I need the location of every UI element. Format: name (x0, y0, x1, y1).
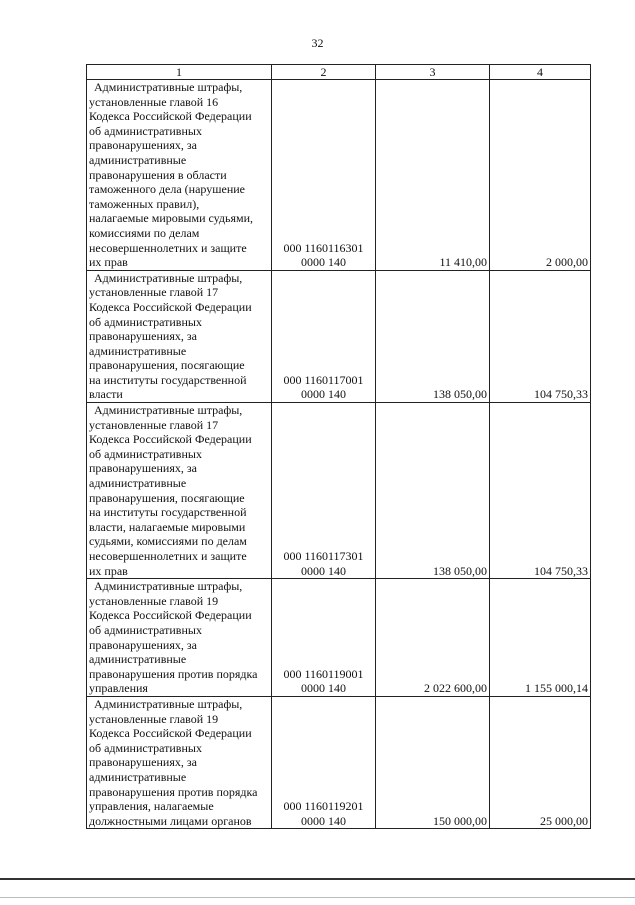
description-line: об административных (89, 314, 202, 329)
amount-cell-col3: 150 000,00 (376, 696, 490, 828)
description-line: административные (89, 769, 187, 784)
description-cell (87, 270, 272, 402)
code-line: 0000 140 (301, 813, 346, 828)
amount-cell-col4: 104 750,33 (490, 270, 591, 402)
amount-cell-col3: 11 410,00 (376, 80, 490, 271)
description-line: установленные главой 17 (89, 285, 219, 300)
table-row (87, 696, 591, 828)
table-row (87, 579, 591, 697)
description-line: административные (89, 652, 187, 667)
description-line: Кодекса Российской Федерации (89, 109, 252, 124)
description-line: об административных (89, 740, 202, 755)
description-line: таможенного дела (нарушение (89, 182, 246, 197)
description-line: установленные главой 19 (89, 593, 219, 608)
description-line: правонарушениях, за (89, 637, 197, 652)
description-cell (87, 80, 272, 271)
code-cell (272, 80, 376, 271)
code-cell (272, 579, 376, 697)
description-line: должностными лицами органов (89, 813, 252, 828)
description-line: правонарушения, посягающие (89, 490, 245, 505)
description-line: об административных (89, 123, 202, 138)
budget-table (86, 64, 591, 829)
code-cell (272, 403, 376, 579)
description-line: правонарушения против порядка (89, 666, 258, 681)
description-line: судьями, комиссиями по делам (89, 534, 247, 549)
amount-cell-col4: 2 000,00 (490, 80, 591, 271)
code-line: 000 1160116301 (283, 240, 364, 255)
description-line: Административные штрафы, (94, 270, 243, 285)
description-line: правонарушения в области (89, 167, 227, 182)
description-line: Кодекса Российской Федерации (89, 726, 252, 741)
page-edge-line (0, 897, 635, 898)
description-line: установленные главой 19 (89, 711, 219, 726)
description-line: управления (89, 681, 148, 696)
description-line: правонарушениях, за (89, 329, 197, 344)
description-line: установленные главой 17 (89, 417, 219, 432)
description-line: об административных (89, 622, 202, 637)
description-line: Административные штрафы, (94, 80, 243, 94)
code-line: 0000 140 (301, 563, 346, 578)
code-cell (272, 270, 376, 402)
description-line: несовершеннолетних и защите (89, 240, 247, 255)
description-line: Кодекса Российской Федерации (89, 608, 252, 623)
description-line: на институты государственной (89, 505, 247, 520)
description-line: правонарушениях, за (89, 138, 197, 153)
description-line: власти, налагаемые мировыми (89, 519, 246, 534)
description-cell (87, 403, 272, 579)
description-line: на институты государственной (89, 372, 247, 387)
code-cell (272, 696, 376, 828)
description-line: несовершеннолетних и защите (89, 549, 247, 563)
description-line: Кодекса Российской Федерации (89, 299, 252, 314)
amount-cell-col3: 138 050,00 (376, 270, 490, 402)
description-line: Кодекса Российской Федерации (89, 432, 252, 447)
column-header: 2 (272, 65, 376, 80)
column-header: 1 (87, 65, 272, 80)
table-header-row (87, 65, 591, 80)
description-line: Административные штрафы, (94, 403, 243, 418)
amount-cell-col3: 2 022 600,00 (376, 579, 490, 697)
description-line: правонарушениях, за (89, 755, 197, 770)
code-line: 0000 140 (301, 255, 346, 270)
code-line: 000 1160117001 (283, 372, 364, 387)
description-line: налагаемые мировыми судьями, (89, 211, 254, 226)
code-line: 000 1160117301 (283, 549, 364, 563)
table-row (87, 403, 591, 579)
description-line: комиссиями по делам (89, 225, 200, 240)
description-line: административные (89, 343, 187, 358)
table-row (87, 80, 591, 271)
code-line: 0000 140 (301, 681, 346, 696)
description-cell (87, 696, 272, 828)
description-line: об административных (89, 446, 202, 461)
description-line: их прав (89, 563, 128, 578)
amount-cell-col3: 138 050,00 (376, 403, 490, 579)
description-line: власти (89, 387, 123, 402)
description-line: административные (89, 476, 187, 491)
description-line: Административные штрафы, (94, 696, 243, 711)
description-line: правонарушениях, за (89, 461, 197, 476)
code-line: 0000 140 (301, 387, 346, 402)
description-line: правонарушения против порядка (89, 784, 258, 799)
description-line: таможенных правил), (89, 196, 200, 211)
description-line: их прав (89, 255, 128, 270)
column-header: 3 (376, 65, 490, 80)
code-line: 000 1160119001 (283, 666, 364, 681)
column-header: 4 (490, 65, 591, 80)
code-line: 000 1160119201 (283, 799, 364, 814)
description-line: административные (89, 152, 187, 167)
amount-cell-col4: 25 000,00 (490, 696, 591, 828)
amount-cell-col4: 104 750,33 (490, 403, 591, 579)
amount-cell-col4: 1 155 000,14 (490, 579, 591, 697)
description-line: установленные главой 16 (89, 94, 219, 109)
description-cell (87, 579, 272, 697)
description-line: Административные штрафы, (94, 579, 243, 594)
description-line: управления, налагаемые (89, 799, 214, 814)
table-row (87, 270, 591, 402)
page-bottom-border (0, 878, 635, 880)
description-line: правонарушения, посягающие (89, 358, 245, 373)
page-number: 32 (311, 36, 324, 50)
